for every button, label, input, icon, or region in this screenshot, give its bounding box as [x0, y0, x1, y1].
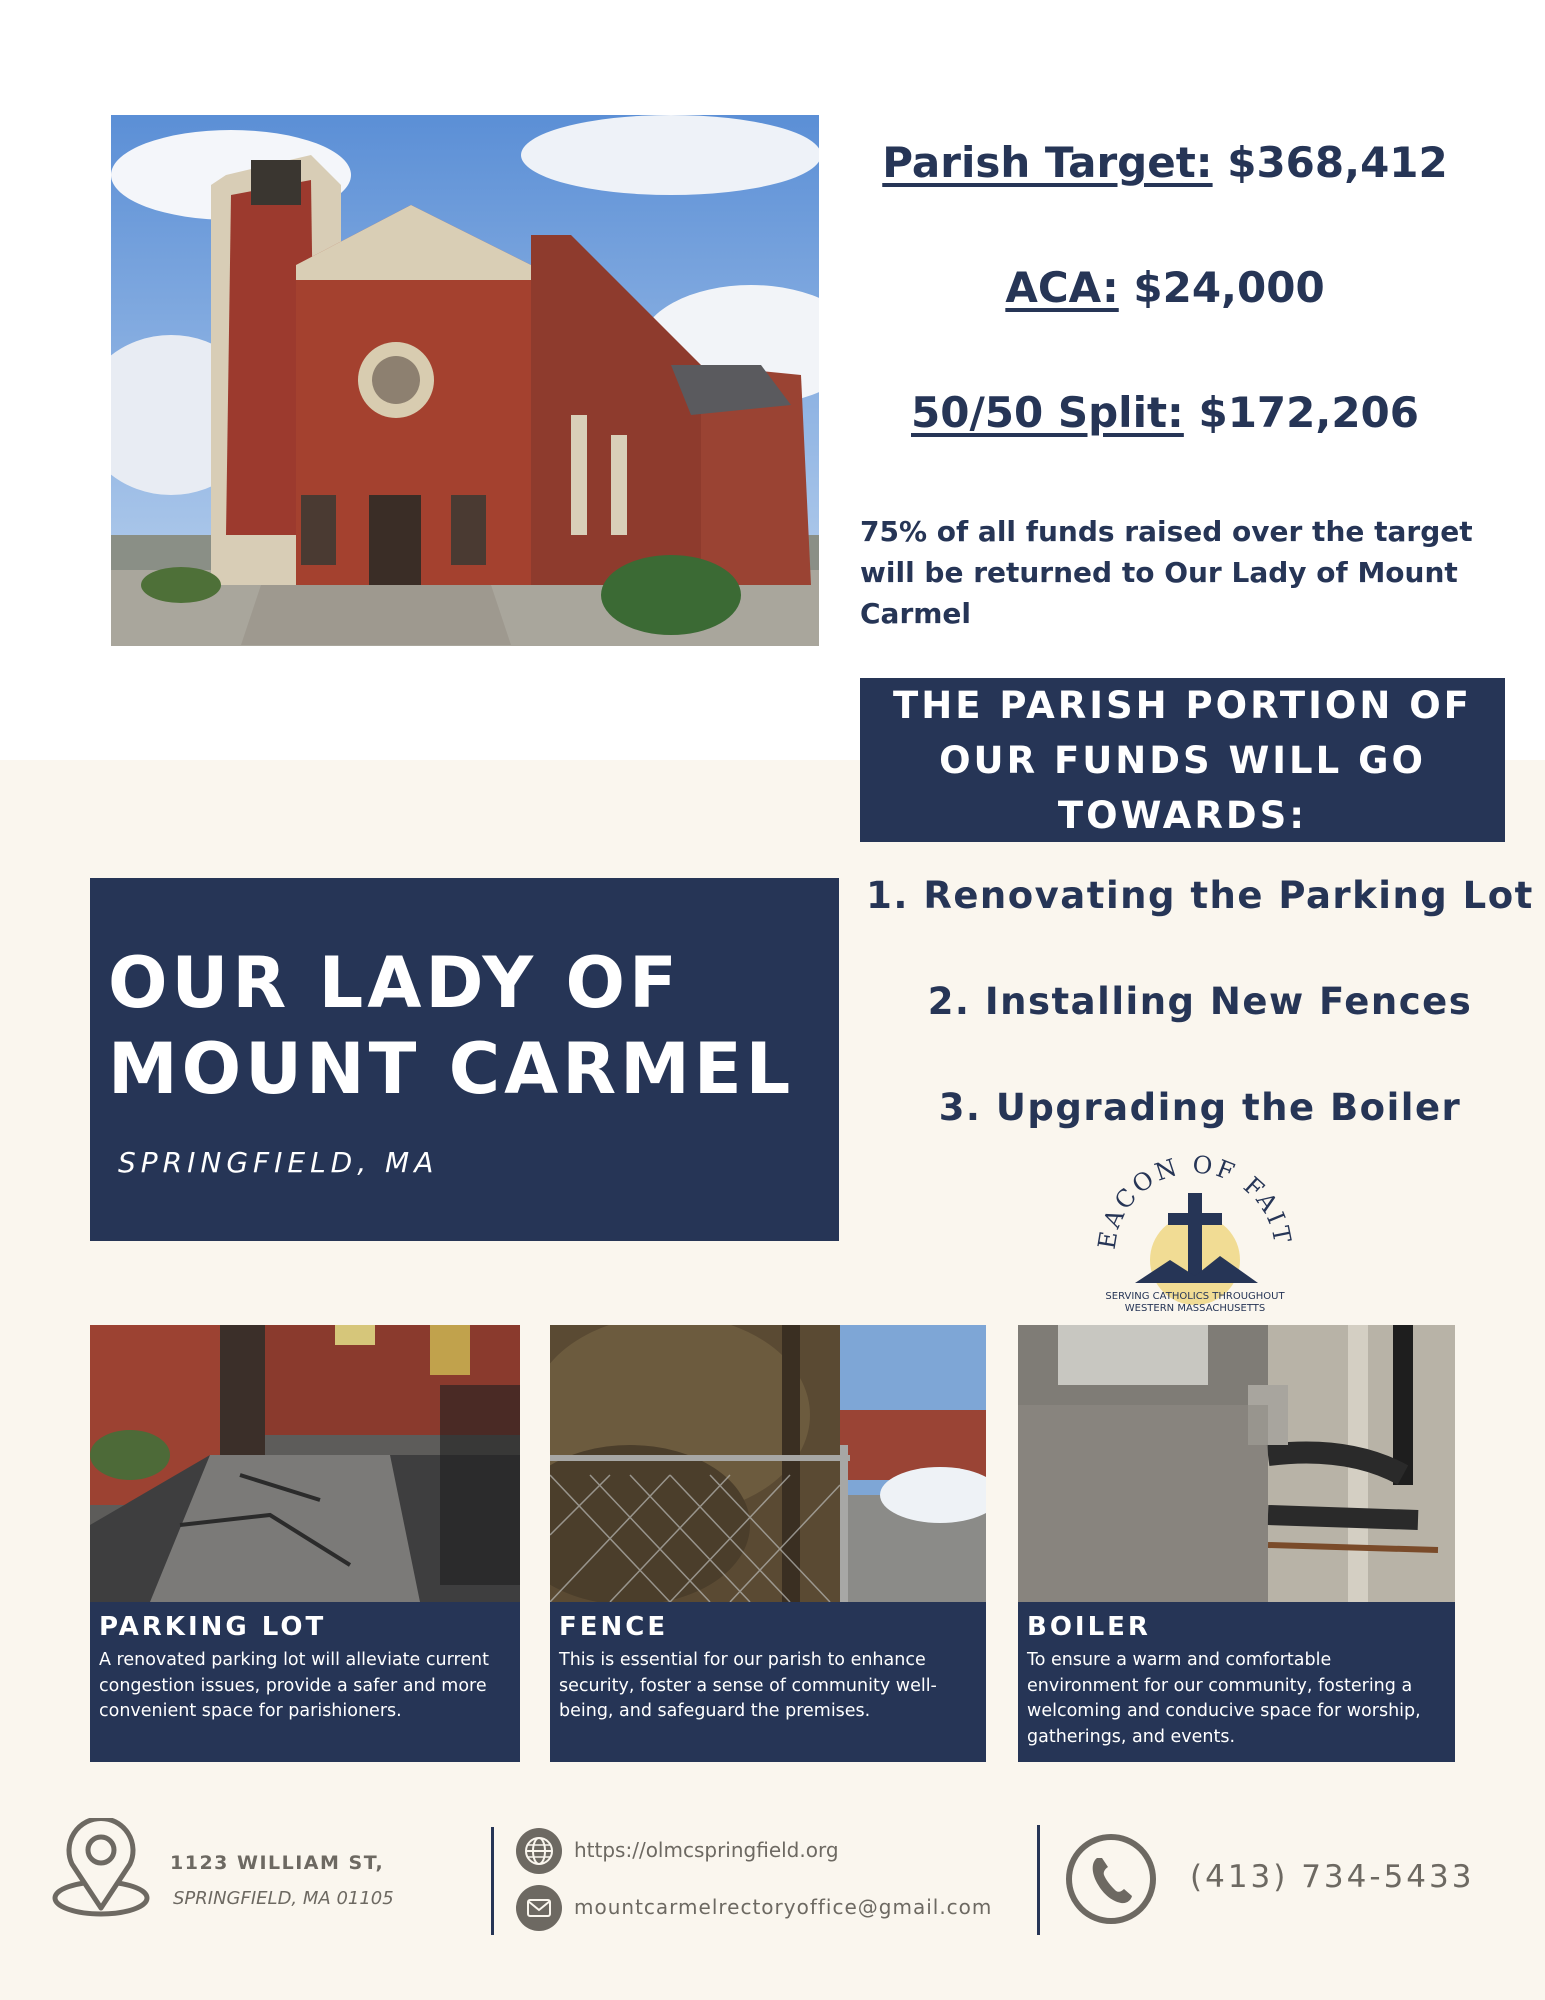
logo-tagline-1: SERVING CATHOLICS THROUGHOUT	[1105, 1291, 1285, 1302]
email-link[interactable]: mountcarmelrectoryoffice@gmail.com	[574, 1895, 993, 1919]
logo-name: EACON OF FAIT	[1092, 1150, 1297, 1252]
globe-icon	[516, 1828, 562, 1874]
beacon-of-faith-logo	[1090, 1148, 1300, 1318]
parish-target	[855, 138, 1475, 187]
phone-icon	[1064, 1832, 1158, 1926]
card-title: FENCE	[559, 1612, 669, 1642]
phone-number[interactable]: (413) 734-5433	[1190, 1859, 1475, 1895]
funds-heading-box	[860, 678, 1505, 842]
parish-target-label: Parish Target:	[882, 138, 1213, 187]
card-title: PARKING LOT	[99, 1612, 327, 1642]
card-fence	[550, 1325, 986, 1762]
fence-photo	[550, 1325, 986, 1602]
card-parking-lot	[90, 1325, 520, 1762]
funds-item: 3. Upgrading the Boiler	[938, 1086, 1462, 1129]
funds-item: 1. Renovating the Parking Lot	[866, 874, 1534, 917]
return-note: 75% of all funds raised over the target will be returned to Our Lady of Mount Carmel	[860, 515, 1473, 630]
funds-item: 2. Installing New Fences	[927, 980, 1473, 1023]
card-boiler	[1018, 1325, 1455, 1762]
boiler-photo	[1018, 1325, 1455, 1602]
card-text: To ensure a warm and comfortable environment for our community, fostering a welcoming and conducive space for worship, gatherings, and events.	[1027, 1650, 1421, 1747]
split-target-label: 50/50 Split:	[911, 388, 1184, 437]
split-target	[855, 388, 1475, 437]
card-title: BOILER	[1027, 1612, 1151, 1642]
parish-target-value: $368,412	[1227, 138, 1448, 187]
parish-city: SPRINGFIELD, MA	[118, 1146, 439, 1179]
parish-title-box	[90, 878, 839, 1241]
aca-target-label: ACA:	[1005, 263, 1119, 312]
parish-name-line1: OUR LADY OF	[108, 942, 681, 1024]
parish-name-line2: MOUNT CARMEL	[108, 1028, 795, 1110]
location-pin-icon	[50, 1818, 152, 1922]
parish-name	[108, 940, 838, 1112]
parking-lot-photo	[90, 1325, 520, 1602]
funds-heading: THE PARISH PORTION OF OUR FUNDS WILL GO TOWARDS:	[893, 683, 1472, 837]
website-link[interactable]: https://olmcspringfield.org	[574, 1838, 839, 1862]
footer-divider	[491, 1827, 494, 1935]
card-text: A renovated parking lot will alleviate current congestion issues, provide a safer and more convenient space for parishioners.	[99, 1650, 490, 1721]
address-line2: SPRINGFIELD, MA 01105	[173, 1888, 394, 1909]
aca-target-value: $24,000	[1133, 263, 1325, 312]
footer-divider	[1037, 1825, 1040, 1935]
card-text: This is essential for our parish to enhance security, foster a sense of community well-being, and safeguard the premises.	[559, 1650, 937, 1721]
email-icon	[516, 1885, 562, 1931]
logo-tagline-2: WESTERN MASSACHUSETTS	[1124, 1303, 1266, 1314]
church-photo	[111, 115, 819, 646]
address-line1: 1123 WILLIAM ST,	[170, 1852, 385, 1874]
split-target-value: $172,206	[1198, 388, 1419, 437]
aca-target	[855, 263, 1475, 312]
